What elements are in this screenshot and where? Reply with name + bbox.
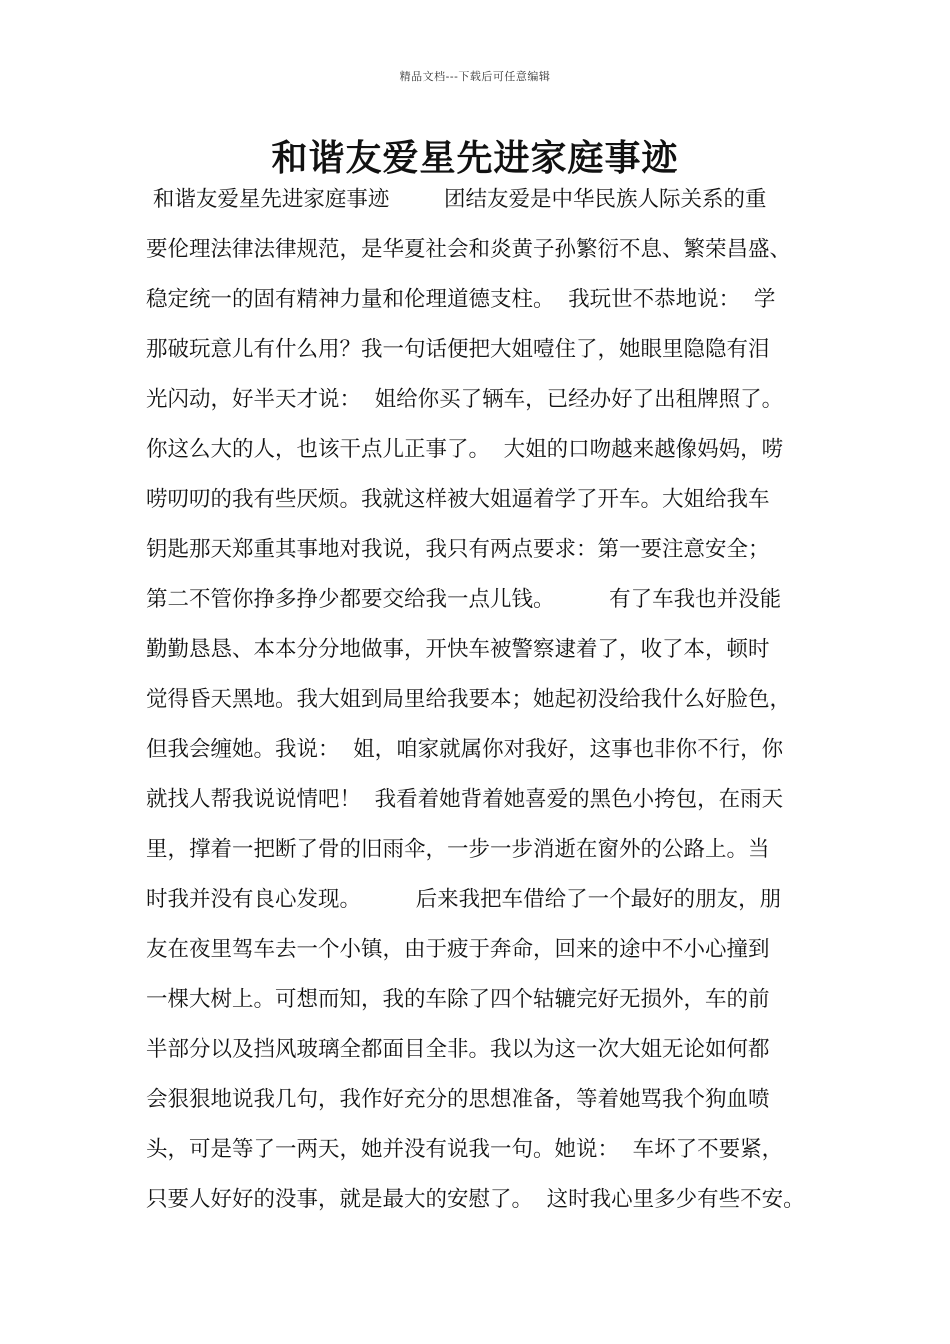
text-line: 和谐友爱星先进家庭事迹 团结友爱是中华民族人际关系的重	[146, 187, 767, 212]
text-line: 觉得昏天黑地。我大姐到局里给我要本；她起初没给我什么好脸色，	[146, 687, 792, 712]
text-line: 一棵大树上。可想而知，我的车除了四个轱辘完好无损外，车的前	[146, 987, 770, 1012]
text-line: 时我并没有良心发现。 后来我把车借给了一个最好的朋友，朋	[146, 887, 782, 912]
text-line: 第二不管你挣多挣少都要交给我一点儿钱。 有了车我也并没能	[146, 587, 782, 612]
text-line: 勤勤恳恳、本本分分地做事，开快车被警察逮着了，收了本，顿时	[146, 637, 770, 662]
document-title: 和谐友爱星先进家庭事迹	[271, 137, 679, 179]
text-line: 但我会缠她。我说： 姐，咱家就属你对我好，这事也非你不行，你	[146, 737, 784, 762]
text-line: 光闪动，好半天才说： 姐给你买了辆车，已经办好了出租牌照了。	[146, 387, 784, 412]
text-line: 钥匙那天郑重其事地对我说，我只有两点要求：第一要注意安全；	[146, 537, 770, 562]
text-line: 稳定统一的固有精神力量和伦理道德支柱。 我玩世不恭地说： 学	[146, 287, 776, 312]
text-line: 唠叨叨的我有些厌烦。我就这样被大姐逼着学了开车。大姐给我车	[146, 487, 770, 512]
text-line: 半部分以及挡风玻璃全都面目全非。我以为这一次大姐无论如何都	[146, 1037, 770, 1062]
text-line: 那破玩意儿有什么用？我一句话便把大姐噎住了，她眼里隐隐有泪	[146, 337, 770, 362]
text-line: 只要人好好的没事，就是最大的安慰了。 这时我心里多少有些不安。	[146, 1187, 805, 1212]
text-line: 你这么大的人，也该干点儿正事了。 大姐的口吻越来越像妈妈，唠	[146, 437, 784, 462]
text-line: 里，撑着一把断了骨的旧雨伞，一步一步消逝在窗外的公路上。当	[146, 837, 770, 862]
text-line: 要伦理法律法律规范，是华夏社会和炎黄子孙繁衍不息、繁荣昌盛、	[146, 237, 792, 262]
text-line: 友在夜里驾车去一个小镇，由于疲于奔命，回来的途中不小心撞到	[146, 937, 770, 962]
body-text	[146, 180, 836, 1230]
text-line: 就找人帮我说说情吧！ 我看着她背着她喜爱的黑色小挎包，在雨天	[146, 787, 784, 812]
text-line: 头，可是等了一两天，她并没有说我一句。她说： 车坏了不要紧，	[146, 1137, 784, 1162]
text-line: 会狠狠地说我几句，我作好充分的思想准备，等着她骂我个狗血喷	[146, 1087, 770, 1112]
header-note: 精品文档---下载后可任意编辑	[399, 70, 551, 83]
